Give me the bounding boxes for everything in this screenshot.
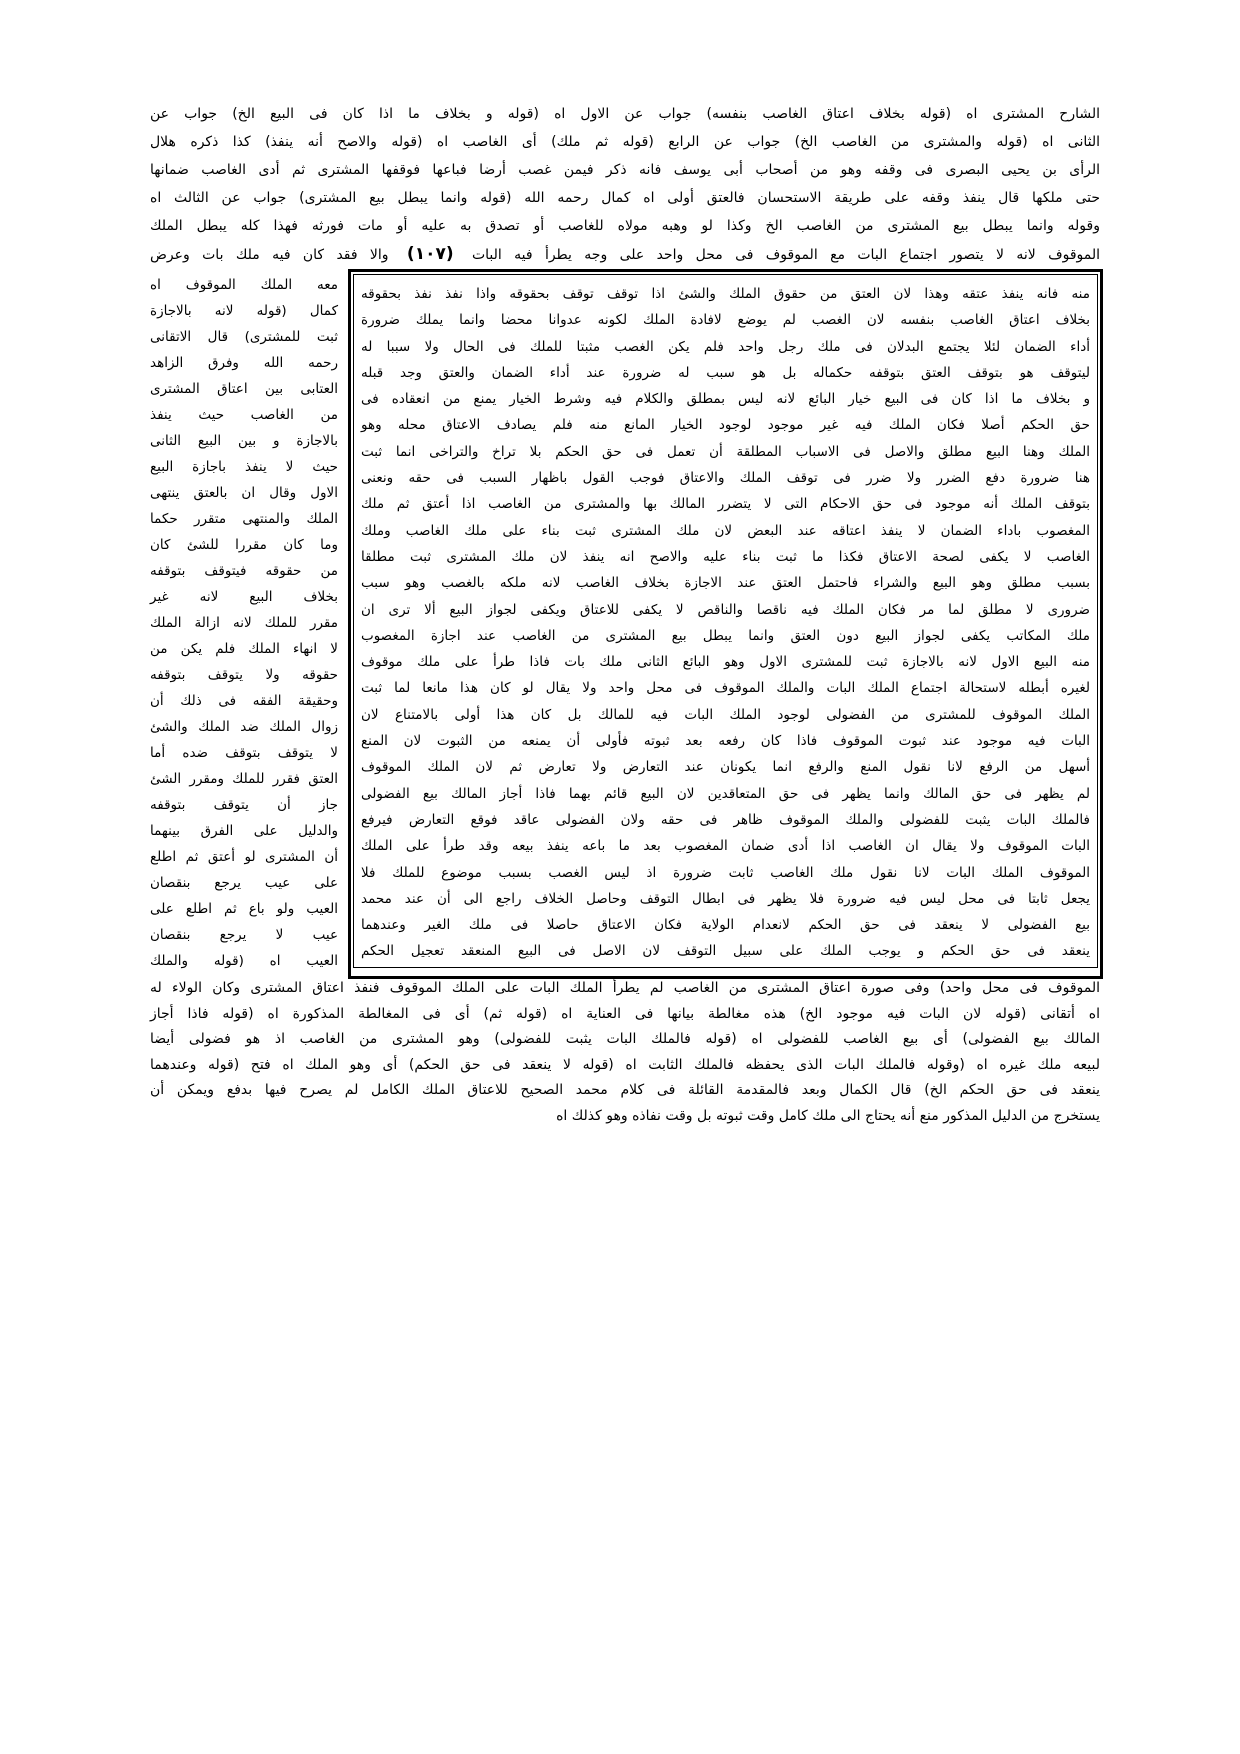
text-line: أداء الضمان لئلا يجتمع البدلان فى ملك رجل واحد فلم يكن الغصب مثبتا للملك فى الحال ولا سببا له <box>361 338 1090 355</box>
text-line: بتوقف الملك أنه موجود فى حق الاحكام التى لا يتضرر المالك بها والمشترى من الغاصب اذا أعتق ثم ملك <box>361 496 1090 513</box>
text-line: وحقيقة الفقه فى ذلك أن <box>150 693 338 709</box>
text-line: لا انهاء الملك فلم يكن من <box>150 641 338 657</box>
top-commentary-block <box>150 100 1100 268</box>
text-line: ثبت للمشترى) قال الاتقانى <box>150 329 338 345</box>
text-line: وما كان مقررا للشئ كان <box>150 537 338 553</box>
text-line: على عيب يرجع بنقصان <box>150 875 338 891</box>
text-line: العيب ولو باع ثم اطلع على <box>150 901 338 917</box>
text-line: الغاصب لا يكفى لصحة الاعتاق فكذا ما ثبت بناء عليه والاصح انه ينفذ لان ملك المشترى ثبت مطلقا <box>361 548 1090 565</box>
text-segment: الموقوف لانه لا يتصور اجتماع البات مع الموقوف فى محل واحد على وجه يطرأ فيه البات <box>471 247 1100 263</box>
text-line: يستخرج من الدليل المذكور منع أنه يحتاج الى ملك كامل وقت ثبوته بل وقت نفاذه وهو كذلك اه <box>556 1107 1100 1124</box>
text-line: بخلاف اعتاق الغاصب بنفسه لان الغصب لم يوضع لافادة الملك لكونه عدوانا محضا وانما يملك ضرورة <box>361 312 1090 329</box>
text-line: ضرورى لا مطلق لما مر فكان الملك فيه ناقصا والناقص لا يكفى للاعتاق ويكفى لجواز البيع ألا ترى ان <box>361 601 1090 618</box>
text-line: الملك الموقوف للمشترى من الفضولى لوجود الملك البات فيه للمالك بل كان هذا أولى بالامتناع لان <box>361 706 1090 723</box>
text-line: هنا ضرورة دفع الضرر ولا ضرر فى توقف الملك والاعتاق فوجب القول باظهار السبب فى حقه ونعنى <box>361 470 1090 487</box>
text-line: لغيره أبطله لاستحالة اجتماع الملك البات والملك الموقوف فى محل واحد ولا يقال لو كان هذا مانعا لما ثبت <box>361 680 1090 697</box>
text-line: الموقوف فى محل واحد) وفى صورة اعتاق المشترى من الغاصب لم يطرأ الملك البات على الملك الموقوف فنفذ اعتاق المشترى وكان الولاء له <box>150 980 1100 996</box>
text-line: فالملك البات يثبت للفضولى والملك الموقوف ظاهر فى حقه ولان الفضولى عاقد فوقع التعارض فيرفع <box>361 811 1090 828</box>
text-line: حتى ملكها قال ينفذ وقفه على طريقة الاستحسان فالعتق أولى اه كمال رحمه الله (قوله وانما يبطل بيع المشترى) جواب عن الثالث اه <box>150 190 1100 206</box>
text-line: و بخلاف ما اذا كان فى البيع خيار البائع لانه ليس بمطلق والكلام فيه وشرط الخيار يمنع من انعقاده فى <box>361 391 1090 408</box>
text-line-with-page-number <box>150 240 1100 268</box>
text-line: ملك المكاتب يكفى لجواز البيع دون العتق وانما يبطل بيع المشترى من الغاصب عند اجازة المغصوب <box>361 627 1090 644</box>
text-line: أن المشترى لو أعتق ثم اطلع <box>150 849 338 865</box>
text-line: العيب اه (قوله والملك <box>150 953 338 969</box>
text-line: رحمه الله وفرق الزاهد <box>150 355 338 371</box>
text-line: حق الحكم أصلا فكان الملك فيه غير موجود لوجود الخيار المانع منه فلم يصادف الاعتاق محله وهو <box>361 417 1090 434</box>
text-line: حيث لا ينفذ باجازة البيع <box>150 459 338 475</box>
text-line: المالك بيع الفضولى) أى بيع الغاصب للفضولى اه (قوله فالملك البات يثبت للفضولى) وهو المشترى من الغاصب اذ هو فضولى أيضا <box>150 1031 1100 1047</box>
text-line: لا يتوقف بتوقف ضده أما <box>150 745 338 761</box>
text-line: كمال (قوله لانه بالاجازة <box>150 303 338 319</box>
text-line: المغصوب باداء الضمان لا ينفذ اعتاقه عند البعض لان ملك المشترى ثبت بناء على ملك الغاصب وملك <box>361 522 1090 539</box>
text-line: منه فانه ينفذ عتقه وهذا لان العتق من حقوق الملك والشئ اذا توقف توقف بحقوقه واذا نفذ نفذ بحقوقه <box>361 286 1090 302</box>
text-segment: والا فقد كان فيه ملك بات وعرض <box>150 247 389 263</box>
text-line: معه الملك الموقوف اه <box>150 277 338 293</box>
text-line: وقوله وانما يبطل بيع المشترى من الغاصب الخ وكذا لو وهبه مولاه للغاصب أو تصدق به عليه أو مات فورثه فهذا كله يبطل الملك <box>150 218 1100 234</box>
side-commentary-column <box>150 272 338 974</box>
text-line: العتابى بين اعتاق المشترى <box>150 381 338 397</box>
main-text-inner-frame <box>353 274 1098 968</box>
text-line: جاز أن يتوقف بتوقفه <box>150 797 338 813</box>
text-line: الملك والمنتهى متقرر حكما <box>150 511 338 527</box>
text-line: ينعقد فى حق الحكم الخ) قال الكمال وبعد فالمقدمة القائلة فى كلام محمد الصحيح للاعتاق الملك الكامل لم يصرح فيها بدفع ويمكن أن <box>150 1082 1100 1098</box>
text-line: بالاجازة و بين البيع الثانى <box>150 433 338 449</box>
bottom-commentary-block <box>150 976 1100 1129</box>
text-line: ليتوقف هو بتوقف العتق بتوقفه حكماله بل هو سبب له ضرورة عند أداء الضمان والعتق وجد قبله <box>361 364 1090 381</box>
text-line: زوال الملك ضد الملك والشئ <box>150 719 338 735</box>
text-line: من الغاصب حيث ينفذ <box>150 407 338 423</box>
text-line: من حقوقه فيتوقف بتوقفه <box>150 563 338 579</box>
text-line: منه البيع الاول لانه بالاجازة ثبت للمشترى الاول وهو البائع الثانى ملك بات فاذا طرأ على ملك موقوف <box>361 654 1090 671</box>
text-line: لم يظهر فى حق المالك وانما يظهر فى حق المتعاقدين لان البيع قائم بهما فاذا أجاز المالك بيع الفضولى <box>361 785 1090 802</box>
text-line: اه أتقانى (قوله لان البات فيه موجود الخ) هذه مغالطة بيانها فى العناية اه (قوله ثم) أى فى المغالطة المذكورة اه (قوله فاذا أجاز <box>150 1005 1100 1022</box>
text-line: لبيعه ملك غيره اه (وقوله فالملك البات الذى يحفظه فالملك الثابت اه (قوله لا ينعقد فى حق الحكم) أى وهو الملك اه فتح (قوله وعندهما <box>150 1056 1100 1073</box>
text-line: الرأى بن يحيى البصرى فى وقفه وهو من أصحاب أبى يوسف فانه ذكر فيمن غصب أرضا فباعها فوقفها المشترى ثم أدى الغاصب ضمانها <box>150 162 1100 178</box>
text-line: بيع الفضولى لا ينعقد فى حق الحكم لانعدام الولاية فكان الاعتاق حاصلا فى ملك الغير وعندهما <box>361 917 1090 934</box>
text-line: الموقوف الملك البات لانا نقول ملك الغاصب ثابت ضرورة اذ ليس الغصب بسبب موضوع للملك فلا <box>361 864 1090 881</box>
text-line: البات فيه موجود عند ثبوت الموقوف فاذا كان رفعه بعد ثبوته فأولى أن يمنعه من الثبوت لان المنع <box>361 733 1090 750</box>
text-line: بخلاف البيع لانه غير <box>150 589 338 605</box>
text-line: الاول وقال ان بالعتق ينتهى <box>150 485 338 501</box>
text-line: بسبب مطلق وهو البيع والشراء فاحتمل العتق عند الاجازة بخلاف الغاصب لانه ملكه بالغصب وهو سبب <box>361 575 1090 592</box>
text-line: ينعقد فى حق الحكم و يوجب الملك على سبيل التوقف لان الاصل فى البيع المنعقد تعجيل الحكم <box>361 943 1090 960</box>
main-text-frame <box>348 269 1103 979</box>
text-line: الثانى اه (قوله والمشترى من الغاصب الخ) جواب عن الرابع (قوله ثم ملك) أى الغاصب اه (قوله والاصح أنه ينفذ) كذا ذكره هلال <box>150 134 1100 150</box>
text-line: الشارح المشترى اه (قوله بخلاف اعتاق الغاصب بنفسه) جواب عن الاول اه (قوله و بخلاف ما اذا كان فى البيع الخ) جواب عن <box>150 106 1100 122</box>
text-line: الملك وهنا البيع مطلق والاصل فى الاسباب المطلقة أن تعمل فى حق الحكم بلا تراخ والتراخى انما ثبت <box>361 443 1090 460</box>
text-line: العتق فقرر للملك ومقرر الشئ <box>150 771 338 787</box>
text-line: مقرر للملك لانه ازالة الملك <box>150 615 338 631</box>
text-line: أسهل من الرفع لانا نقول المنع والرفع انما يكونان عند التعارض ولا تعارض ثم لان الملك الموقوف <box>361 759 1090 776</box>
text-line: عيب لا يرجع بنقصان <box>150 927 338 943</box>
text-line: حقوقه ولا يتوقف بتوقفه <box>150 667 338 683</box>
text-line: البات الموقوف ولا يقال ان الغاصب اذا أدى ضمان المغصوب بعد ما باعه ينفذ بيعه وقد طرأ على الملك <box>361 838 1090 855</box>
page-number: (١٠٧) <box>406 244 454 264</box>
text-line: يجعل ثابتا فى محل ليس فيه ضرورة فلا يظهر فى ابطال التوقف وحاصل الخلاف راجع الى أن عند محمد <box>361 890 1090 907</box>
text-line: والدليل على الفرق بينهما <box>150 823 338 839</box>
